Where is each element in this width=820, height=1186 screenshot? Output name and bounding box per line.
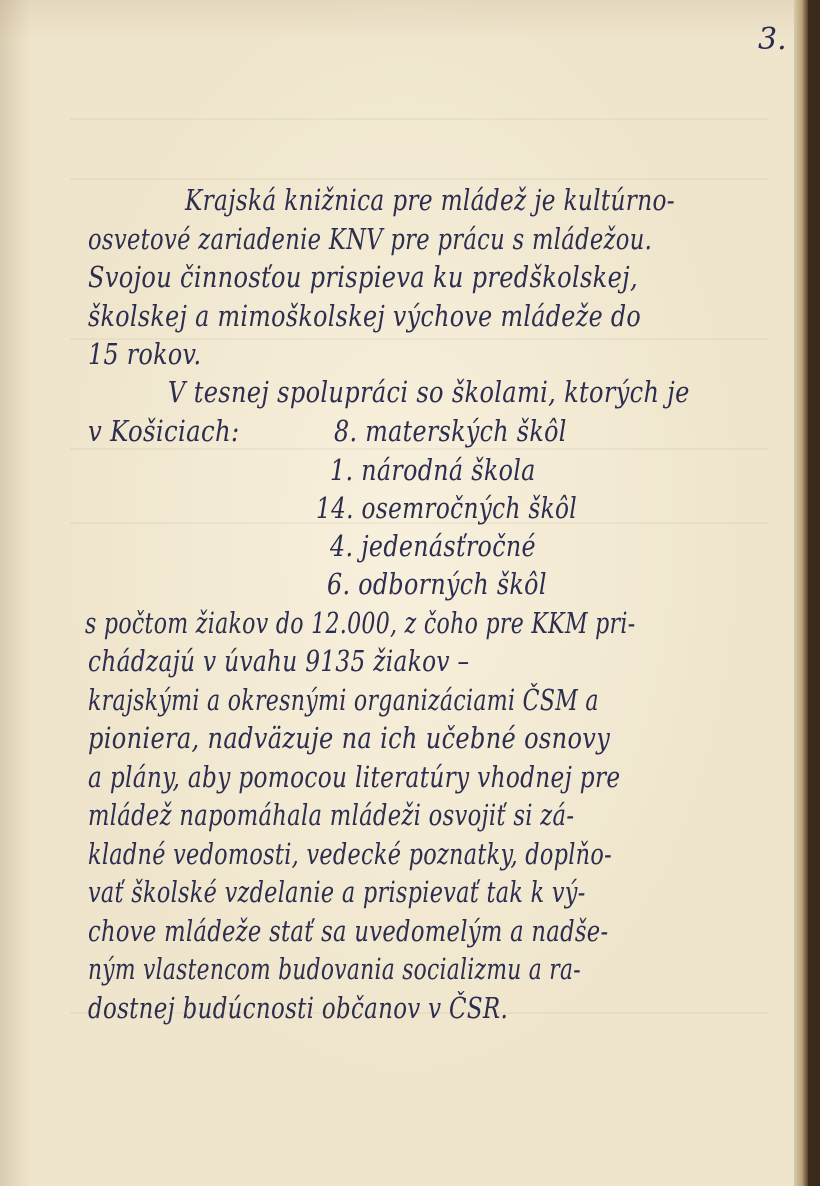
text-line: krajskými a okresnými organizáciami ČSM a xyxy=(88,683,599,717)
school-list-item: 14. osemročných škôl xyxy=(316,491,578,525)
text-line: V tesnej spolupráci so školami, ktorých je xyxy=(168,375,690,409)
school-list-item: 1. národná škola xyxy=(330,453,536,487)
text-line: 15 rokov. xyxy=(88,337,202,371)
text-line: školskej a mimoškolskej výchove mládeže do xyxy=(88,299,642,333)
school-list-item: 8. materských škôl xyxy=(334,414,567,448)
text-line: vať školské vzdelanie a prispievať tak k vý- xyxy=(88,875,586,909)
bleed-through-line xyxy=(70,118,768,120)
bleed-through-line xyxy=(70,448,768,450)
text-line: ným vlastencom budovania socializmu a ra- xyxy=(88,952,581,986)
page-edge xyxy=(794,0,808,1186)
text-line: mládež napomáhala mládeži osvojiť si zá- xyxy=(88,798,575,832)
text-line: kladné vedomosti, vedecké poznatky, doplňo- xyxy=(88,837,612,871)
text-line: chove mládeže stať sa uvedomelým a nadše- xyxy=(88,914,609,948)
page-number: 3. xyxy=(758,22,787,57)
text-line: chádzajú v úvahu 9135 žiakov – xyxy=(88,644,470,678)
text-line: dostnej budúcnosti občanov v ČSR. xyxy=(88,991,509,1025)
text-line: a plány, aby pomocou literatúry vhodnej pre xyxy=(88,760,621,794)
text-line: Krajská knižnica pre mládež je kultúrno- xyxy=(185,183,675,217)
text-line: osvetové zariadenie KNV pre prácu s mládežou. xyxy=(88,222,653,256)
text-line: s počtom žiakov do 12.000, z čoho pre KKM pri- xyxy=(85,606,636,640)
school-list-item: 4. jedenásťročné xyxy=(330,529,536,563)
text-line: pioniera, nadväzuje na ich učebné osnovy xyxy=(88,721,611,755)
bleed-through-line xyxy=(70,178,768,180)
text-line: Svojou činnosťou prispieva ku predškolskej, xyxy=(88,260,638,294)
text-line: v Košiciach: xyxy=(88,414,240,448)
school-list-item: 6. odborných škôl xyxy=(327,567,547,601)
